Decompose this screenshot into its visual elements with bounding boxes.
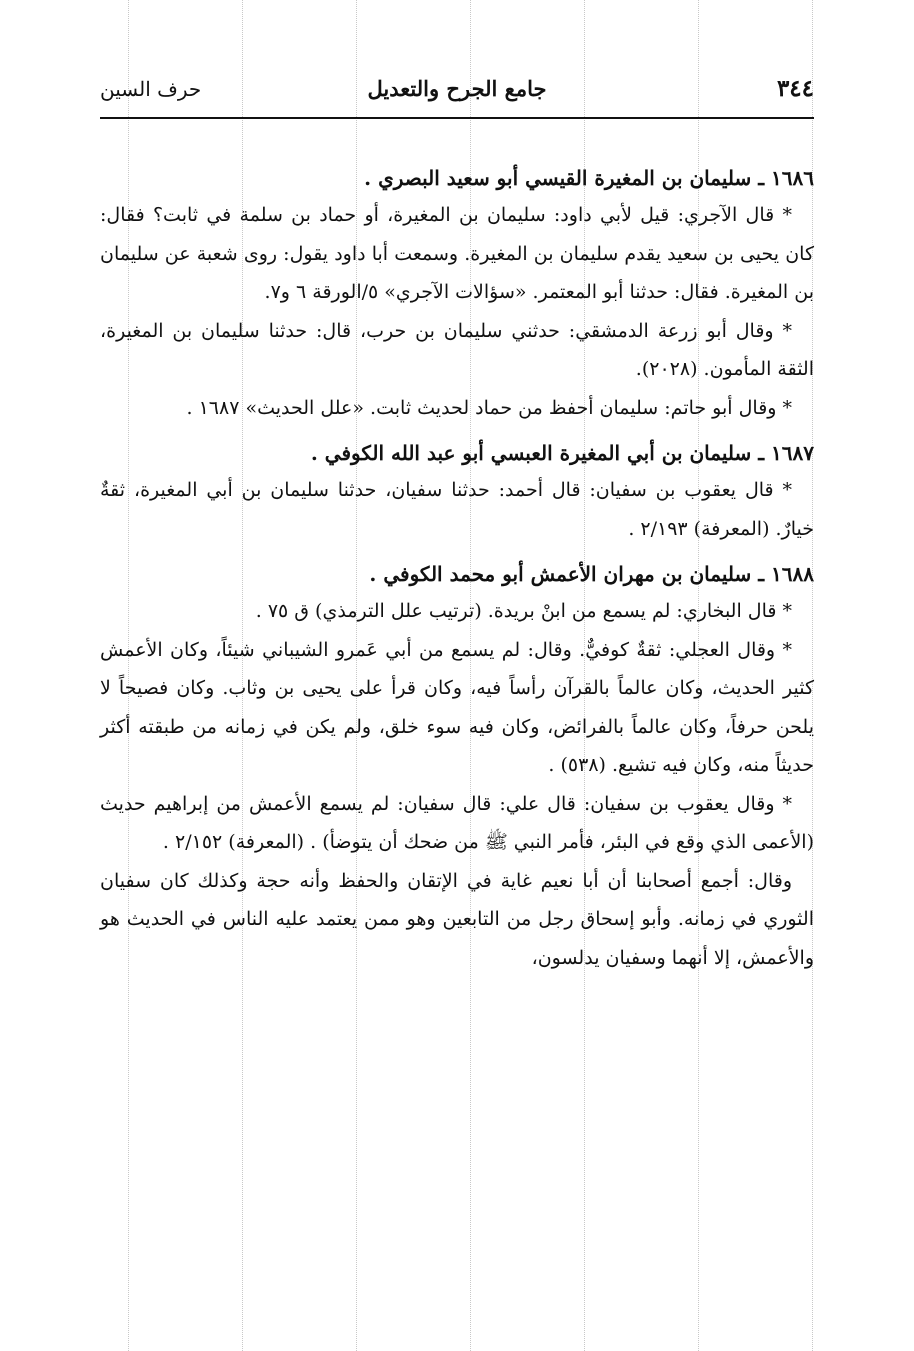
entry-title: ١٦٨٨ ـ سليمان بن مهران الأعمش أبو محمد الكوفي . <box>369 562 814 586</box>
page-header <box>100 70 814 110</box>
entry-paragraph: * قال البخاري: لم يسمع من ابنْ بريدة. (ترتيب علل الترمذي) ق ٧٥ . <box>255 600 792 622</box>
entry-paragraph: * وقال أبو حاتم: سليمان أحفظ من حماد لحديث ثابت. «علل الحديث» ١٦٨٧ . <box>186 396 792 419</box>
entry-1686 <box>100 160 814 427</box>
entry-paragraph: * وقال العجلي: ثقةٌ كوفيٌّ. وقال: لم يسمع من أبي عَمرو الشيباني شيئاً، وكان الأعمش كثير الحديث، وكان عالماً بالقرآن رأساً فيه، وكان قرأ على يحيى بن وثاب. وكان فصيحاً لا يلحن حرفاً، وكان عالماً بالفرائض، وكان فيه سوء خلق، ولم يكن في زمانه من طبقته أكثر حديثاً منه، وكان فيه تشيع. (٥٣٨) . <box>100 638 814 776</box>
entry-paragraph: * قال الآجري: قيل لأبي داود: سليمان بن المغيرة، أو حماد بن سلمة في ثابت؟ فقال: كان يحيى بن سعيد يقدم سليمان بن المغيرة. وسمعت أبا داود يقول: روى شعبة عن سليمان بن المغيرة. فقال: حدثنا أبو المعتمر. «سؤالات الآجري» ٥/الورقة ٦ و٧. <box>100 204 814 303</box>
page-number: ٣٤٤ <box>776 75 814 102</box>
book-title: جامع الجرح والتعديل <box>367 76 547 101</box>
header-rule <box>100 117 814 119</box>
entry-1687 <box>100 435 814 548</box>
entry-1688 <box>100 556 814 977</box>
entry-paragraph: * قال يعقوب بن سفيان: قال أحمد: حدثنا سفيان، حدثنا سليمان بن أبي المغيرة، ثقةٌ خيارٌ. (المعرفة) ٢/١٩٣ . <box>100 479 814 540</box>
entry-paragraph: * وقال أبو زرعة الدمشقي: حدثني سليمان بن حرب، قال: حدثنا سليمان بن المغيرة، الثقة المأمون. (٢٠٢٨). <box>100 319 814 380</box>
entry-paragraph: وقال: أجمع أصحابنا أن أبا نعيم غاية في الإتقان والحفظ وأنه حجة وكذلك كان سفيان الثوري في زمانه. وأبو إسحاق رجل من التابعين وهو ممن يعتمد عليه الناس في الحديث هو والأعمش، إلا أنهما وسفيان يدلسون، <box>100 869 814 969</box>
section-title: حرف السين <box>100 77 202 101</box>
page-body <box>100 160 814 977</box>
entry-paragraph: * وقال يعقوب بن سفيان: قال علي: قال سفيان: لم يسمع الأعمش من إبراهيم حديث (الأعمى الذي وقع في البئر، فأمر النبي ﷺ من ضحك أن يتوضأ) . (المعرفة) ٢/١٥٢ . <box>100 792 814 853</box>
entry-title: ١٦٨٦ ـ سليمان بن المغيرة القيسي أبو سعيد البصري . <box>364 166 814 190</box>
entry-title: ١٦٨٧ ـ سليمان بن أبي المغيرة العبسي أبو عبد الله الكوفي . <box>310 441 814 465</box>
